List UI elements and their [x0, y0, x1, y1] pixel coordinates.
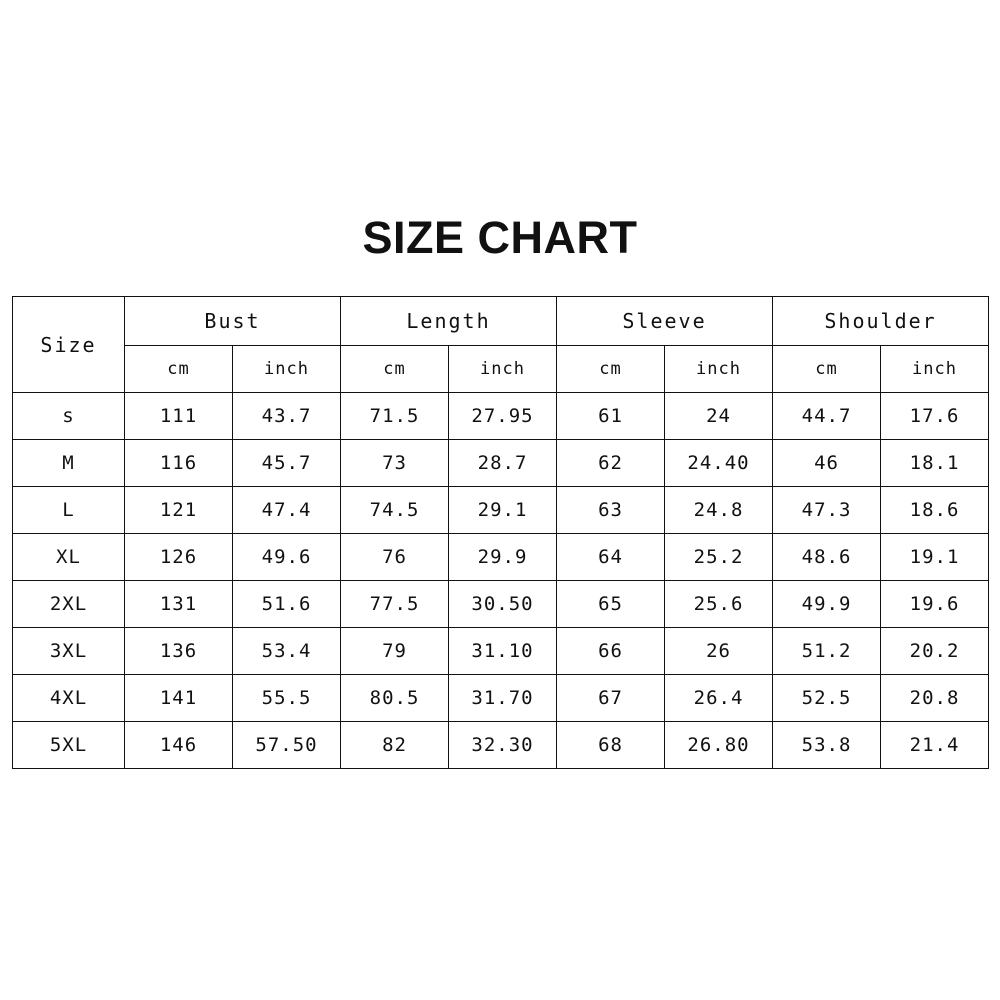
header-sleeve-inch: inch [665, 346, 773, 393]
header-shoulder: Shoulder [773, 297, 989, 346]
cell-bust-inch: 55.5 [233, 675, 341, 722]
cell-bust-cm: 146 [125, 722, 233, 769]
table-row [13, 628, 989, 675]
cell-size: 5XL [13, 722, 125, 769]
cell-bust-inch: 49.6 [233, 534, 341, 581]
cell-shoulder-inch: 19.1 [881, 534, 989, 581]
header-sleeve-cm: cm [557, 346, 665, 393]
table-row [13, 534, 989, 581]
header-shoulder-cm: cm [773, 346, 881, 393]
cell-sleeve-cm: 65 [557, 581, 665, 628]
cell-length-inch: 29.9 [449, 534, 557, 581]
cell-bust-inch: 51.6 [233, 581, 341, 628]
cell-sleeve-inch: 24.40 [665, 440, 773, 487]
cell-sleeve-inch: 24.8 [665, 487, 773, 534]
cell-shoulder-cm: 49.9 [773, 581, 881, 628]
cell-sleeve-cm: 62 [557, 440, 665, 487]
table-head [13, 297, 989, 393]
cell-bust-inch: 43.7 [233, 393, 341, 440]
cell-bust-cm: 126 [125, 534, 233, 581]
cell-bust-cm: 136 [125, 628, 233, 675]
cell-sleeve-inch: 26.80 [665, 722, 773, 769]
table-header-row-units [13, 346, 989, 393]
cell-sleeve-cm: 61 [557, 393, 665, 440]
cell-bust-cm: 131 [125, 581, 233, 628]
header-bust-inch: inch [233, 346, 341, 393]
cell-length-inch: 29.1 [449, 487, 557, 534]
cell-size: M [13, 440, 125, 487]
header-length: Length [341, 297, 557, 346]
table-row [13, 487, 989, 534]
cell-length-cm: 77.5 [341, 581, 449, 628]
cell-bust-inch: 45.7 [233, 440, 341, 487]
cell-size: L [13, 487, 125, 534]
cell-bust-inch: 57.50 [233, 722, 341, 769]
cell-sleeve-inch: 24 [665, 393, 773, 440]
cell-sleeve-cm: 64 [557, 534, 665, 581]
cell-length-inch: 32.30 [449, 722, 557, 769]
cell-shoulder-cm: 44.7 [773, 393, 881, 440]
cell-size: 4XL [13, 675, 125, 722]
cell-length-inch: 27.95 [449, 393, 557, 440]
cell-bust-cm: 141 [125, 675, 233, 722]
cell-sleeve-inch: 25.6 [665, 581, 773, 628]
cell-sleeve-inch: 26.4 [665, 675, 773, 722]
cell-length-cm: 74.5 [341, 487, 449, 534]
cell-shoulder-inch: 20.8 [881, 675, 989, 722]
cell-sleeve-cm: 66 [557, 628, 665, 675]
cell-sleeve-inch: 25.2 [665, 534, 773, 581]
cell-shoulder-inch: 18.6 [881, 487, 989, 534]
header-size: Size [13, 297, 125, 393]
cell-sleeve-cm: 67 [557, 675, 665, 722]
cell-length-cm: 82 [341, 722, 449, 769]
cell-bust-cm: 116 [125, 440, 233, 487]
cell-shoulder-inch: 21.4 [881, 722, 989, 769]
cell-bust-inch: 47.4 [233, 487, 341, 534]
size-chart-table [12, 296, 989, 769]
header-bust-cm: cm [125, 346, 233, 393]
cell-shoulder-cm: 51.2 [773, 628, 881, 675]
cell-size: 2XL [13, 581, 125, 628]
cell-size: 3XL [13, 628, 125, 675]
cell-sleeve-cm: 63 [557, 487, 665, 534]
cell-length-cm: 79 [341, 628, 449, 675]
header-bust: Bust [125, 297, 341, 346]
size-chart-table-wrapper [12, 296, 988, 769]
table-row [13, 393, 989, 440]
page-title: SIZE CHART [362, 212, 638, 263]
cell-sleeve-cm: 68 [557, 722, 665, 769]
cell-length-inch: 30.50 [449, 581, 557, 628]
cell-length-cm: 71.5 [341, 393, 449, 440]
table-row [13, 722, 989, 769]
table-body [13, 393, 989, 769]
cell-length-cm: 80.5 [341, 675, 449, 722]
cell-shoulder-cm: 48.6 [773, 534, 881, 581]
cell-shoulder-cm: 53.8 [773, 722, 881, 769]
cell-shoulder-inch: 17.6 [881, 393, 989, 440]
header-length-inch: inch [449, 346, 557, 393]
cell-shoulder-cm: 52.5 [773, 675, 881, 722]
cell-shoulder-inch: 18.1 [881, 440, 989, 487]
header-length-cm: cm [341, 346, 449, 393]
cell-shoulder-cm: 46 [773, 440, 881, 487]
cell-shoulder-inch: 20.2 [881, 628, 989, 675]
cell-length-inch: 31.70 [449, 675, 557, 722]
cell-bust-cm: 111 [125, 393, 233, 440]
header-shoulder-inch: inch [881, 346, 989, 393]
table-row [13, 581, 989, 628]
cell-bust-cm: 121 [125, 487, 233, 534]
header-sleeve: Sleeve [557, 297, 773, 346]
cell-bust-inch: 53.4 [233, 628, 341, 675]
cell-shoulder-cm: 47.3 [773, 487, 881, 534]
cell-length-inch: 28.7 [449, 440, 557, 487]
cell-length-cm: 73 [341, 440, 449, 487]
cell-length-cm: 76 [341, 534, 449, 581]
cell-size: XL [13, 534, 125, 581]
cell-length-inch: 31.10 [449, 628, 557, 675]
cell-shoulder-inch: 19.6 [881, 581, 989, 628]
table-header-row-groups [13, 297, 989, 346]
cell-size: s [13, 393, 125, 440]
table-row [13, 675, 989, 722]
cell-sleeve-inch: 26 [665, 628, 773, 675]
table-row [13, 440, 989, 487]
